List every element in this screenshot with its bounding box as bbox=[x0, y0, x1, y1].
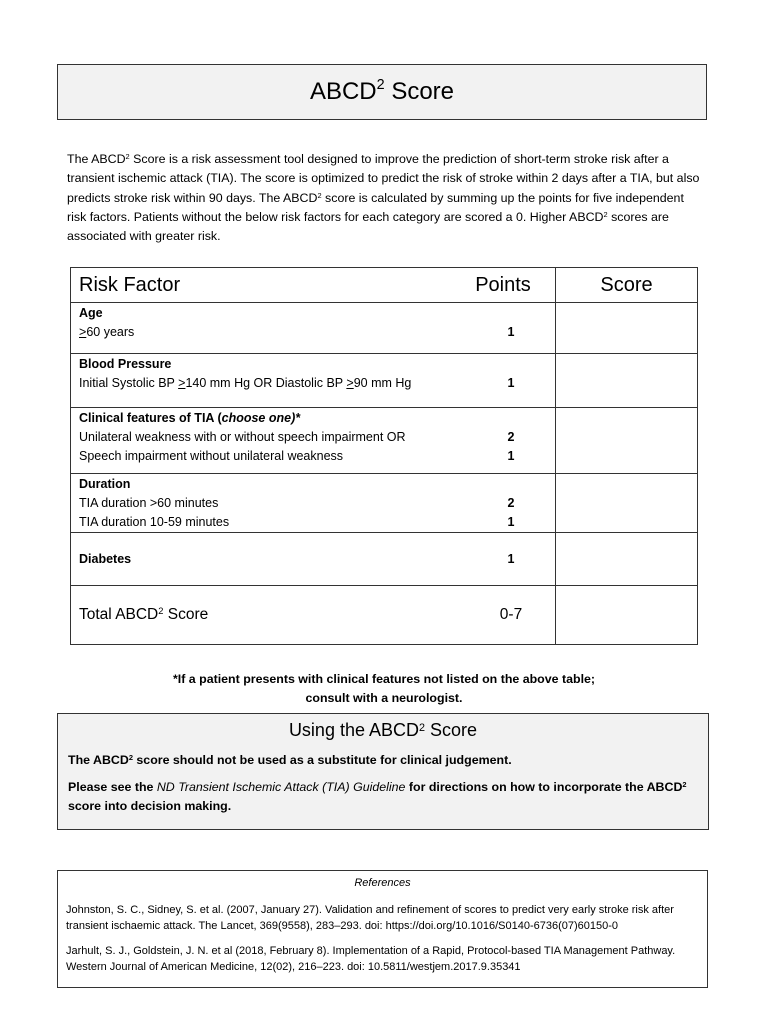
clinical-points: 2 bbox=[507, 430, 515, 444]
bp-criterion: Initial Systolic BP bbox=[79, 376, 179, 390]
bp-cell bbox=[71, 354, 556, 408]
clinical-label: Clinical features of TIA (choose one)* bbox=[79, 411, 301, 425]
ge-symbol: > bbox=[178, 376, 186, 390]
age-cell bbox=[71, 303, 556, 354]
references-section bbox=[57, 870, 708, 988]
age-criterion: 60 years bbox=[86, 325, 135, 339]
ge-symbol: > bbox=[79, 325, 87, 339]
page-title: ABCD $^2$ Score bbox=[57, 64, 707, 120]
diabetes-points: 1 bbox=[507, 551, 515, 566]
title-suffix: Score bbox=[391, 78, 455, 105]
using-paragraph: The ABCD$^2$ score should not be used as a substitute for clinical judgement. bbox=[68, 753, 512, 767]
risk-factor-table bbox=[70, 267, 698, 645]
header-score: Score bbox=[556, 268, 698, 303]
bp-criterion: 140 mm Hg OR Diastolic BP bbox=[185, 376, 347, 390]
table-row-duration bbox=[71, 474, 698, 533]
table-row-diabetes bbox=[71, 533, 698, 586]
bp-label: Blood Pressure bbox=[79, 357, 172, 371]
references-title: References bbox=[354, 877, 411, 889]
clinical-criterion: Speech impairment without unilateral weakness bbox=[79, 449, 344, 463]
reference-item: Jarhult, S. J., Goldstein, J. N. et al (2018, February 8). Implementation of a Rapid, Protocol-based TIA Management Pathway. Western Journal of American Medicine, 12(02), 216–223. doi: 10.5811/westjem.2017.9.35341 bbox=[66, 944, 676, 973]
title-main: ABCD bbox=[309, 78, 377, 105]
footnote-line: *If a patient presents with clinical features not listed on the above table; bbox=[172, 672, 596, 686]
duration-criterion: TIA duration >60 minutes bbox=[79, 496, 219, 510]
clinical-cell bbox=[71, 408, 556, 474]
total-score-cell[interactable] bbox=[556, 586, 698, 645]
table-row-age bbox=[71, 303, 698, 354]
total-cell bbox=[71, 586, 556, 645]
duration-score-cell[interactable] bbox=[556, 474, 698, 533]
intro-paragraph bbox=[67, 150, 703, 246]
total-points: 0-7 bbox=[499, 606, 523, 623]
table-row-clinical-features bbox=[71, 408, 698, 474]
table-header-row bbox=[71, 268, 698, 303]
age-score-cell[interactable] bbox=[556, 303, 698, 354]
using-title: Using the ABCD$^2$ Score bbox=[288, 720, 478, 740]
intro-sup: 2 bbox=[317, 190, 322, 200]
duration-points: 2 bbox=[507, 496, 515, 510]
bp-score-cell[interactable] bbox=[556, 354, 698, 408]
reference-item: Johnston, S. C., Sidney, S. et al. (2007, January 27). Validation and refinement of scores to predict very early stroke risk after transient ischaemic attack. The Lancet, 369(9558), 283–293. doi: https://doi.org/10.1016/S0140-6736(07)60150-0 bbox=[66, 903, 674, 932]
age-label: Age bbox=[79, 306, 103, 320]
intro-sup: 2 bbox=[603, 210, 608, 220]
table-row-blood-pressure bbox=[71, 354, 698, 408]
clinical-points: 1 bbox=[507, 449, 515, 463]
intro-text: scores are associated with greater risk. bbox=[67, 209, 669, 244]
header-risk-factor bbox=[71, 268, 556, 303]
guideline-link[interactable]: ND Transient Ischemic Attack (TIA) Guideline bbox=[156, 780, 406, 794]
table-row-total bbox=[71, 586, 698, 645]
using-section bbox=[57, 713, 709, 830]
age-points: 1 bbox=[507, 325, 515, 339]
duration-criterion: TIA duration 10-59 minutes bbox=[79, 515, 230, 529]
diabetes-score-cell[interactable] bbox=[556, 533, 698, 586]
clinical-score-cell[interactable] bbox=[556, 408, 698, 474]
intro-text: Score is a risk assessment tool designed to improve the prediction of short-term stroke risk after a transient ischemic attack (TIA). The score is optimized to predict the risk of stroke within 2 days after a TIA, but also predicts stroke risk within 90 days. The ABCD bbox=[67, 152, 700, 205]
footnote-line: consult with a neurologist. bbox=[305, 691, 463, 705]
using-paragraph: Please see the ND Transient Ischemic Attack (TIA) Guideline for directions on how to incorporate the ABCD$^2$ score into decision making. bbox=[68, 780, 687, 813]
bp-criterion: 90 mm Hg bbox=[353, 376, 412, 390]
ge-symbol: > bbox=[346, 376, 354, 390]
diabetes-label: Diabetes bbox=[79, 551, 132, 566]
bp-points: 1 bbox=[507, 376, 515, 390]
diabetes-cell bbox=[71, 533, 556, 586]
footnote bbox=[0, 670, 768, 708]
clinical-criterion: Unilateral weakness with or without speech impairment OR bbox=[79, 430, 406, 444]
total-label: Total ABCD$^2$ Score bbox=[79, 606, 209, 623]
duration-points: 1 bbox=[507, 515, 515, 529]
header-risk-factor-label: Risk Factor bbox=[79, 273, 181, 296]
header-points-label: Points bbox=[475, 273, 531, 296]
duration-label: Duration bbox=[79, 477, 131, 491]
intro-text: The ABCD bbox=[67, 152, 126, 166]
duration-cell bbox=[71, 474, 556, 533]
intro-sup: 2 bbox=[125, 152, 130, 162]
intro-text: score is calculated by summing up the points for five independent risk factors. Patients without the below risk factors for each category are scored a 0. Higher ABCD bbox=[67, 190, 684, 224]
